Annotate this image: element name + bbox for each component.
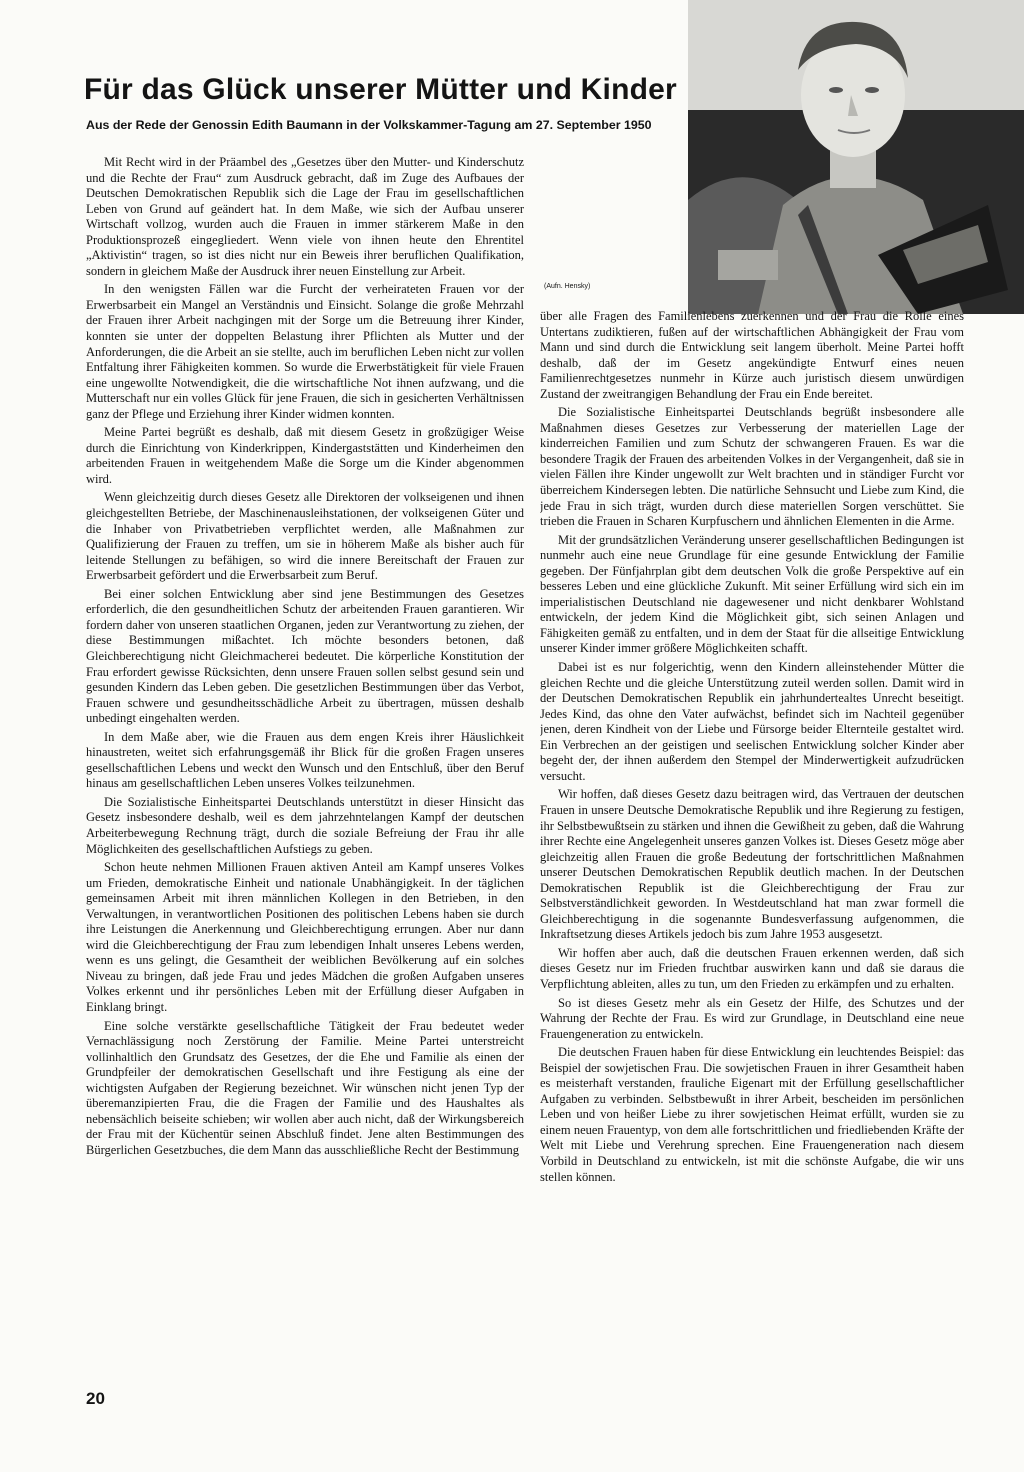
paragraph: Die deutschen Frauen haben für diese Entwicklung ein leuchtendes Beispiel: das Beispiel der sowjetischen Frau. Die sowjetischen Frauen in ihrer Gesamtheit haben es meisterhaft verstanden, frauliche Eigenart mit der Erfüllung gesellschaftlicher Aufgaben zu verbinden. Selbstbewußt in ihrer Arbeit, bescheiden im persönlichen Leben und von heißer Liebe zu ihrer sowjetischen Heimat erfüllt, wurden sie zu einem neuen Frauentyp, von dem alle fortschrittlichen und friedliebenden Kräfte der Welt mit Liebe und Verehrung sprechen. Eine Frauengeneration nach diesem Vorbild in Deutschland zu entwickeln, ist mit die schönste Aufgabe, die wir uns stellen können. (540, 1045, 964, 1184)
paragraph: In dem Maße aber, wie die Frauen aus dem engen Kreis ihrer Häuslichkeit hinaustreten, weitet sich erfahrungsgemäß ihr Blick für die großen Fragen unseres gesellschaftlichen Lebens und weckt den Wunsch und den Entschluß, über den Beruf hinaus am gesellschaftlichen Leben unseres Volkes teilzunehmen. (86, 729, 524, 791)
article-column-right (540, 309, 964, 1368)
photo-caption: (Aufn. Hensky) (544, 283, 591, 290)
paragraph: über alle Fragen des Familienlebens zuerkennen und der Frau die Rolle eines Untertans zudiktieren, fußen auf der wirtschaftlichen Abhängigkeit der Frau vom Mann und sind durch die Entwicklung seit langem überholt. Meine Partei hofft deshalb, daß der im Gesetz angekündigte Entwurf eines neuen Familienrechtgesetzes nunmehr in Kürze auch juristisch diesem unwürdigen Zustand der zweitrangigen Behandlung der Frau ein Ende bereitet. (540, 309, 964, 401)
paragraph: Mit Recht wird in der Präambel des „Gesetzes über den Mutter- und Kinderschutz und die Rechte der Frau“ zum Ausdruck gebracht, daß im Zuge des Aufbaues der Deutschen Demokratischen Republik sich die Lage der Frau im gesellschaftlichen Leben von Grund auf geändert hat. In dem Maße, wie sich der Aufbau unserer Wirtschaft vollzog, wurden auch die Frauen in immer stärkerem Maße in den Produktionsprozeß eingegliedert. Wenn viele von ihnen heute den Ehrentitel „Aktivistin“ tragen, so ist dies nicht nur ein Beweis ihrer beruflichen Qualifikation, sondern in gleichem Maße der Ausdruck ihrer neuen Einstellung zur Arbeit. (86, 155, 524, 278)
paragraph: Die Sozialistische Einheitspartei Deutschlands begrüßt insbesondere alle Maßnahmen dieses Gesetzes zur Verbesserung der materiellen Lage der kinderreichen Familien und zum Schutz der schwangeren Frauen. Es war die besondere Tragik der Frauen des arbeitenden Volkes in der Vergangenheit, daß sie in vielen Fällen ihre Kinder ungewollt zur Welt brachten und in ständiger Furcht vor überreichem Kindersegen lebten. Die natürliche Sehnsucht und Liebe zum Kind, die jede Frau in sich trägt, wurden durch diese materiellen Sorgen verschüttet. Sie trieben die Frauen in Scharen Kurpfuschern und ähnlichen Elementen in die Arme. (540, 405, 964, 529)
page-number: 20 (86, 1389, 105, 1408)
portrait-photo (688, 0, 1024, 314)
article-column-left (86, 155, 524, 1368)
article-subtitle: Aus der Rede der Genossin Edith Baumann in der Volkskammer-Tagung am 27. September 1950 (86, 118, 652, 132)
paragraph: Eine solche verstärkte gesellschaftliche Tätigkeit der Frau bedeutet weder Vernachlässigung noch Zerstörung der Familie. Meine Partei unterstreicht vollinhaltlich den Grundsatz des Gesetzes, der die Ehe und Familie als einen der Grundpfeiler der demokratischen Gesellschaft und ihre Festigung als eine der wichtigsten Aufgaben der Regierung bezeichnet. Wir wünschen nicht jenen Typ der überemanzipierten Frau, die die Fragen der Familie und des Haushaltes als nebensächlich beiseite schieben; wir wollen aber auch nicht, daß der Wirkungsbereich der Frau mit der Küchentür seinen Abschluß findet. Jene alten Bestimmungen des Bürgerlichen Gesetzbuches, die dem Mann das ausschließliche Recht der Bestimmung (86, 1018, 524, 1157)
paragraph: Bei einer solchen Entwicklung aber sind jene Bestimmungen des Gesetzes erforderlich, die den gesundheitlichen Schutz der arbeitenden Frauen garantieren. Wir fordern daher von unseren staatlichen Organen, jeden zur Verantwortung zu ziehen, der diese Bestimmungen mißachtet. Ich möchte besonders betonen, daß Gleichberechtigung nicht Gleichmacherei bedeutet. Die körperliche Konstitution der Frau erfordert gewisse Rücksichten, denn unsere Frauen sollen selbst gesund sein und gesunden Kindern das Leben geben. Die gesetzlichen Bestimmungen über das Verbot, Frauen schwere und gesundheitsschädliche Arbeit zu übertragen, müssen deshalb unbedingt eingehalten werden. (86, 586, 524, 726)
paragraph: Wir hoffen aber auch, daß die deutschen Frauen erkennen werden, daß sich dieses Gesetz nur im Frieden fruchtbar auswirken kann und daß sie daraus die Verpflichtung ableiten, alles zu tun, um den Frieden zu erkämpfen und zu erhalten. (540, 945, 964, 991)
paragraph: So ist dieses Gesetz mehr als ein Gesetz der Hilfe, des Schutzes und der Wahrung der Rechte der Frau. Es wird zur Grundlage, in Deutschland eine neue Frauengeneration zu entwickeln. (540, 995, 964, 1041)
paragraph: Wir hoffen, daß dieses Gesetz dazu beitragen wird, das Vertrauen der deutschen Frauen in unsere Deutsche Demokratische Republik und ihre Regierung zu festigen, ihr Selbstbewußtsein zu stärken und ihnen die Gewißheit zu geben, daß die Wahrung ihrer Rechte eine Angelegenheit unseres ganzen Volkes ist. Dieses Gesetz möge aber gleichzeitig allen Frauen die große Bedeutung der fortschrittlichen Maßnahmen unserer Deutschen Demokratischen Republik deutlich machen. In der Deutschen Demokratischen Republik ist die Gleichberechtigung der Frau zur Selbstverständlichkeit geworden. In Westdeutschland hat man zwar formell die Gleichberechtigung in die sogenannte Bundesverfassung aufgenommen, die Inkraftsetzung dieses Artikels jedoch bis zum Jahre 1953 ausgesetzt. (540, 787, 964, 942)
paragraph: In den wenigsten Fällen war die Furcht der verheirateten Frauen vor der Erwerbsarbeit ein Mangel an Verständnis und Einsicht. Solange die große Mehrzahl der Frauen ihrer Arbeit nachgingen mit der Sorge um die Betreuung ihrer Kinder, konnten sie unter der doppelten Belastung ihrer Pflichten als Mutter und der Anforderungen, die die Arbeit an sie stellte, auch im beruflichen Leben nicht zur vollen Entfaltung ihrer Fähigkeiten kommen. So wurde die Erwerbstätigkeit für viele Frauen eine ungewollte Notwendigkeit, die die wirtschaftliche Not ihnen aufzwang, und die Mutterschaft nur ein volles Glück für jene Frauen, die sich in gesicherten Verhältnissen ganz der Pflege und Erziehung ihrer Kinder widmen konnten. (86, 282, 524, 421)
article-title: Für das Glück unserer Mütter und Kinder (84, 73, 677, 106)
paragraph: Schon heute nehmen Millionen Frauen aktiven Anteil am Kampf unseres Volkes um Frieden, demokratische Einheit und nationale Unabhängigkeit. In der täglichen gemeinsamen Arbeit mit ihren männlichen Kollegen in den Betrieben, in den Verwaltungen, in verantwortlichen Positionen des politischen Lebens haben sie durch ihre Leistungen die Anerkennung und Gleichberechtigung errungen. Aber nur dann wird die Gleichberechtigung der Frau zum lebendigen Inhalt unseres Lebens werden, wenn es uns gelingt, die Gesamtheit der weiblichen Bevölkerung auf ein solches Niveau zu bringen, daß jede Frau und jedes Mädchen die großen Aufgaben unseres Volkes erkennt und ihr persönliches Leben mit der Erfüllung dieser Aufgaben in Einklang bringt. (86, 860, 524, 1014)
paragraph: Meine Partei begrüßt es deshalb, daß mit diesem Gesetz in großzügiger Weise durch die Einrichtung von Kinderkrippen, Kindergaststätten und Kinderheimen den arbeitenden Frauen in weitgehendem Maße die Sorge um die Kinder abgenommen wird. (86, 425, 524, 486)
paragraph: Wenn gleichzeitig durch dieses Gesetz alle Direktoren der volkseigenen und ihnen gleichgestellten Betriebe, der Maschinenausleihstationen, der volkseigenen Güter und die Inhaber von Privatbetrieben verpflichtet werden, alle Maßnahmen zur Qualifizierung der Frauen zu treffen, um sie in höherem Maße als bisher auch für leitende Stellungen zu befähigen, so wird die innere Bereitschaft der Frauen zur Erwerbsarbeit gefördert und die Erwerbsarbeit zum Beruf. (86, 490, 524, 583)
paragraph: Mit der grundsätzlichen Veränderung unserer gesellschaftlichen Bedingungen ist nunmehr auch eine neue Grundlage für eine gesunde Entwicklung der Familie gegeben. Der Fünfjahrplan gibt dem deutschen Volk die große Perspektive auf ein besseres Leben und eine glückliche Zukunft. Mit seiner Erfüllung wird sich ein im imperialistischen Deutschland nie dagewesener und nicht denkbarer Wohlstand entwickeln, der jedem Kind die Möglichkeit gibt, sich seinen Anlagen und Fähigkeiten gemäß zu entfalten, und in dem der Staat für die allseitige Entwicklung unserer Kinder immer größere Möglichkeiten schafft. (540, 532, 964, 656)
paragraph: Dabei ist es nur folgerichtig, wenn den Kindern alleinstehender Mütter die gleichen Rechte und die gleiche Unterstützung zuteil werden sollen. Damit wird in der Deutschen Demokratischen Republik ein jahrhundertealtes Unrecht beseitigt. Jedes Kind, das ohne den Vater aufwächst, befindet sich im Nachteil gegenüber jenen, deren Kindheit von der Liebe und Fürsorge beider Elternteile gestaltet wird. Ein Verbrechen an der geistigen und seelischen Entwicklung solcher Kinder aber begeht der, der ihnen außerdem den Stempel der Minderwertigkeit aufzudrücken versucht. (540, 660, 964, 783)
paragraph: Die Sozialistische Einheitspartei Deutschlands unterstützt in dieser Hinsicht das Gesetz insbesondere deshalb, weil es dem jahrzehntelangen Kampf der deutschen Arbeiterbewegung Rechnung trägt, durch die soziale Befreiung der Frau ihr alle Möglichkeiten des gesellschaftlichen Aufstiegs zu geben. (86, 794, 524, 856)
